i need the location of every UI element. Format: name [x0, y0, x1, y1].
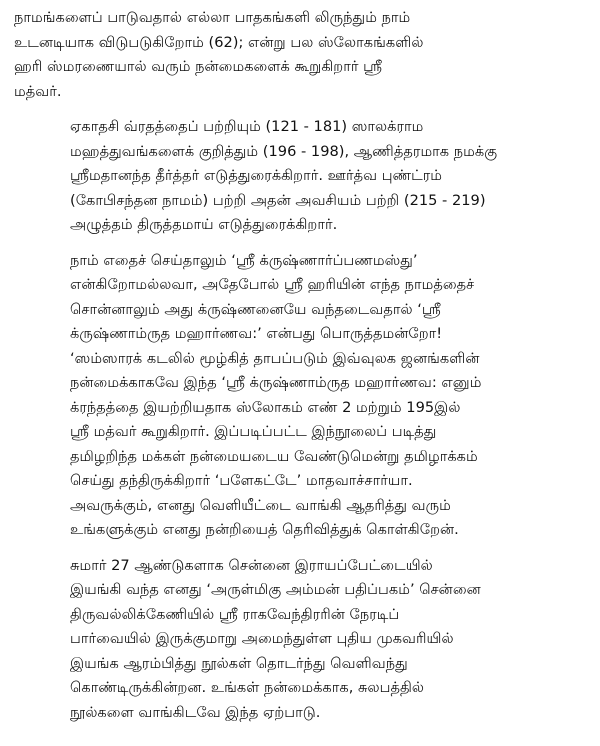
text-line: அழுத்தம் திருத்தமாய் எடுத்துரைக்கிறார்.	[70, 216, 338, 233]
text-line: நாமங்களைப் பாடுவதால் எல்லா பாதகங்களி லிருந்தும் நாம்	[14, 9, 411, 26]
text-line: மஹத்துவங்களைக் குறித்தும் (196 - 198), ஆணித்தரமாக நமக்கு	[70, 142, 498, 160]
text-line: செய்து தந்திருக்கிறார் ‘பளேகட்டே’ மாதவாச்சார்யா.	[70, 472, 413, 489]
text-line: க்ருஷ்ணாம்ருத மஹார்ணவ:’ என்பது பொருத்தமன்றோ!	[70, 325, 443, 342]
text-line: ஏகாதசி வ்ரதத்தைப் பற்றியும் (121 - 181) ஸாலக்ராம	[70, 118, 424, 135]
text-line: பார்வையில் இருக்குமாறு அமைந்துள்ள புதிய முகவரியில்	[70, 630, 454, 647]
text-line: (கோபிசந்தன நாமம்) பற்றி அதன் அவசியம் பற்றி (215 - 219)	[70, 191, 486, 209]
text-line: சுமார் 27 ஆண்டுகளாக சென்னை இராயப்பேட்டையில்	[70, 556, 433, 574]
text-line: ஸ்ரீ மத்வர் கூறுகிறார். இப்படிப்பட்ட இந்நூலைப் படித்து	[70, 423, 437, 440]
text-line: என்கிறோமல்லவா, அதேபோல் ஸ்ரீ ஹரியின் எந்த நாமத்தைச்	[70, 276, 475, 293]
text-line: ஸ்ரீமதானந்த தீர்த்தர் எடுத்துரைக்கிறார். ஊர்த்வ புண்ட்ரம்	[70, 167, 443, 184]
text-line: மத்வர்.	[14, 82, 62, 100]
paragraph-ekadasi-vrata	[14, 115, 586, 238]
text-line: க்ரந்தத்தை இயற்றியதாக ஸ்லோகம் எண் 2 மற்றும் 195இல்	[70, 398, 461, 416]
text-line: இயங்க ஆரம்பித்து நூல்கள் தொடர்ந்து வெளிவந்து	[70, 654, 408, 672]
text-line: நன்மைக்காகவே இந்த ‘ஸ்ரீ க்ருஷ்ணாம்ருத மஹார்ணவ: எனும்	[70, 374, 482, 391]
text-line: தமிழறிந்த மக்கள் நன்மையடைய வேண்டுமென்று தமிழாக்கம்	[70, 447, 478, 465]
text-line: திருவல்லிக்கேணியில் ஸ்ரீ ராகவேந்திரரின் நேரடிப்	[70, 605, 400, 623]
text-line: ஹரி ஸ்மரணையால் வரும் நன்மைகளைக் கூறுகிறார் ஸ்ரீ	[14, 58, 383, 75]
text-line: அவருக்கும், எனது வெளியீட்டை வாங்கி ஆதரித்து வரும்	[70, 496, 451, 514]
text-line: கொண்டிருக்கின்றன. உங்கள் நன்மைக்காக, சுலபத்தில்	[70, 679, 425, 696]
text-line: சொன்னாலும் அது க்ருஷ்ணனையே வந்தடைவதால் ‘ஸ்ரீ	[70, 300, 441, 318]
text-line: உடனடியாக விடுபடுகிறோம் (62); என்று பல ஸ்லோகங்களில்	[14, 33, 424, 51]
text-line: நூல்களை வாங்கிடவே இந்த ஏற்பாடு.	[70, 703, 321, 721]
text-line: இயங்கி வந்த எனது ‘அருள்மிகு அம்மன் பதிப்பகம்’ சென்னை	[70, 581, 481, 598]
paragraph-publisher	[14, 554, 586, 726]
text-line: ‘ஸம்ஸாரக் கடலில் மூழ்கித் தாபப்படும் இவ்வுலக ஜனங்களின்	[70, 349, 480, 367]
text-line: உங்களுக்கும் எனது நன்றியைத் தெரிவித்துக் கொள்கிறேன்.	[70, 521, 459, 538]
text-line: நாம் எதைச் செய்தாலும் ‘ஸ்ரீ க்ருஷ்ணார்ப்பணமஸ்து’	[70, 251, 418, 269]
paragraph-krishnarpanam	[14, 249, 586, 543]
paragraph-hari-smarana	[14, 6, 586, 104]
